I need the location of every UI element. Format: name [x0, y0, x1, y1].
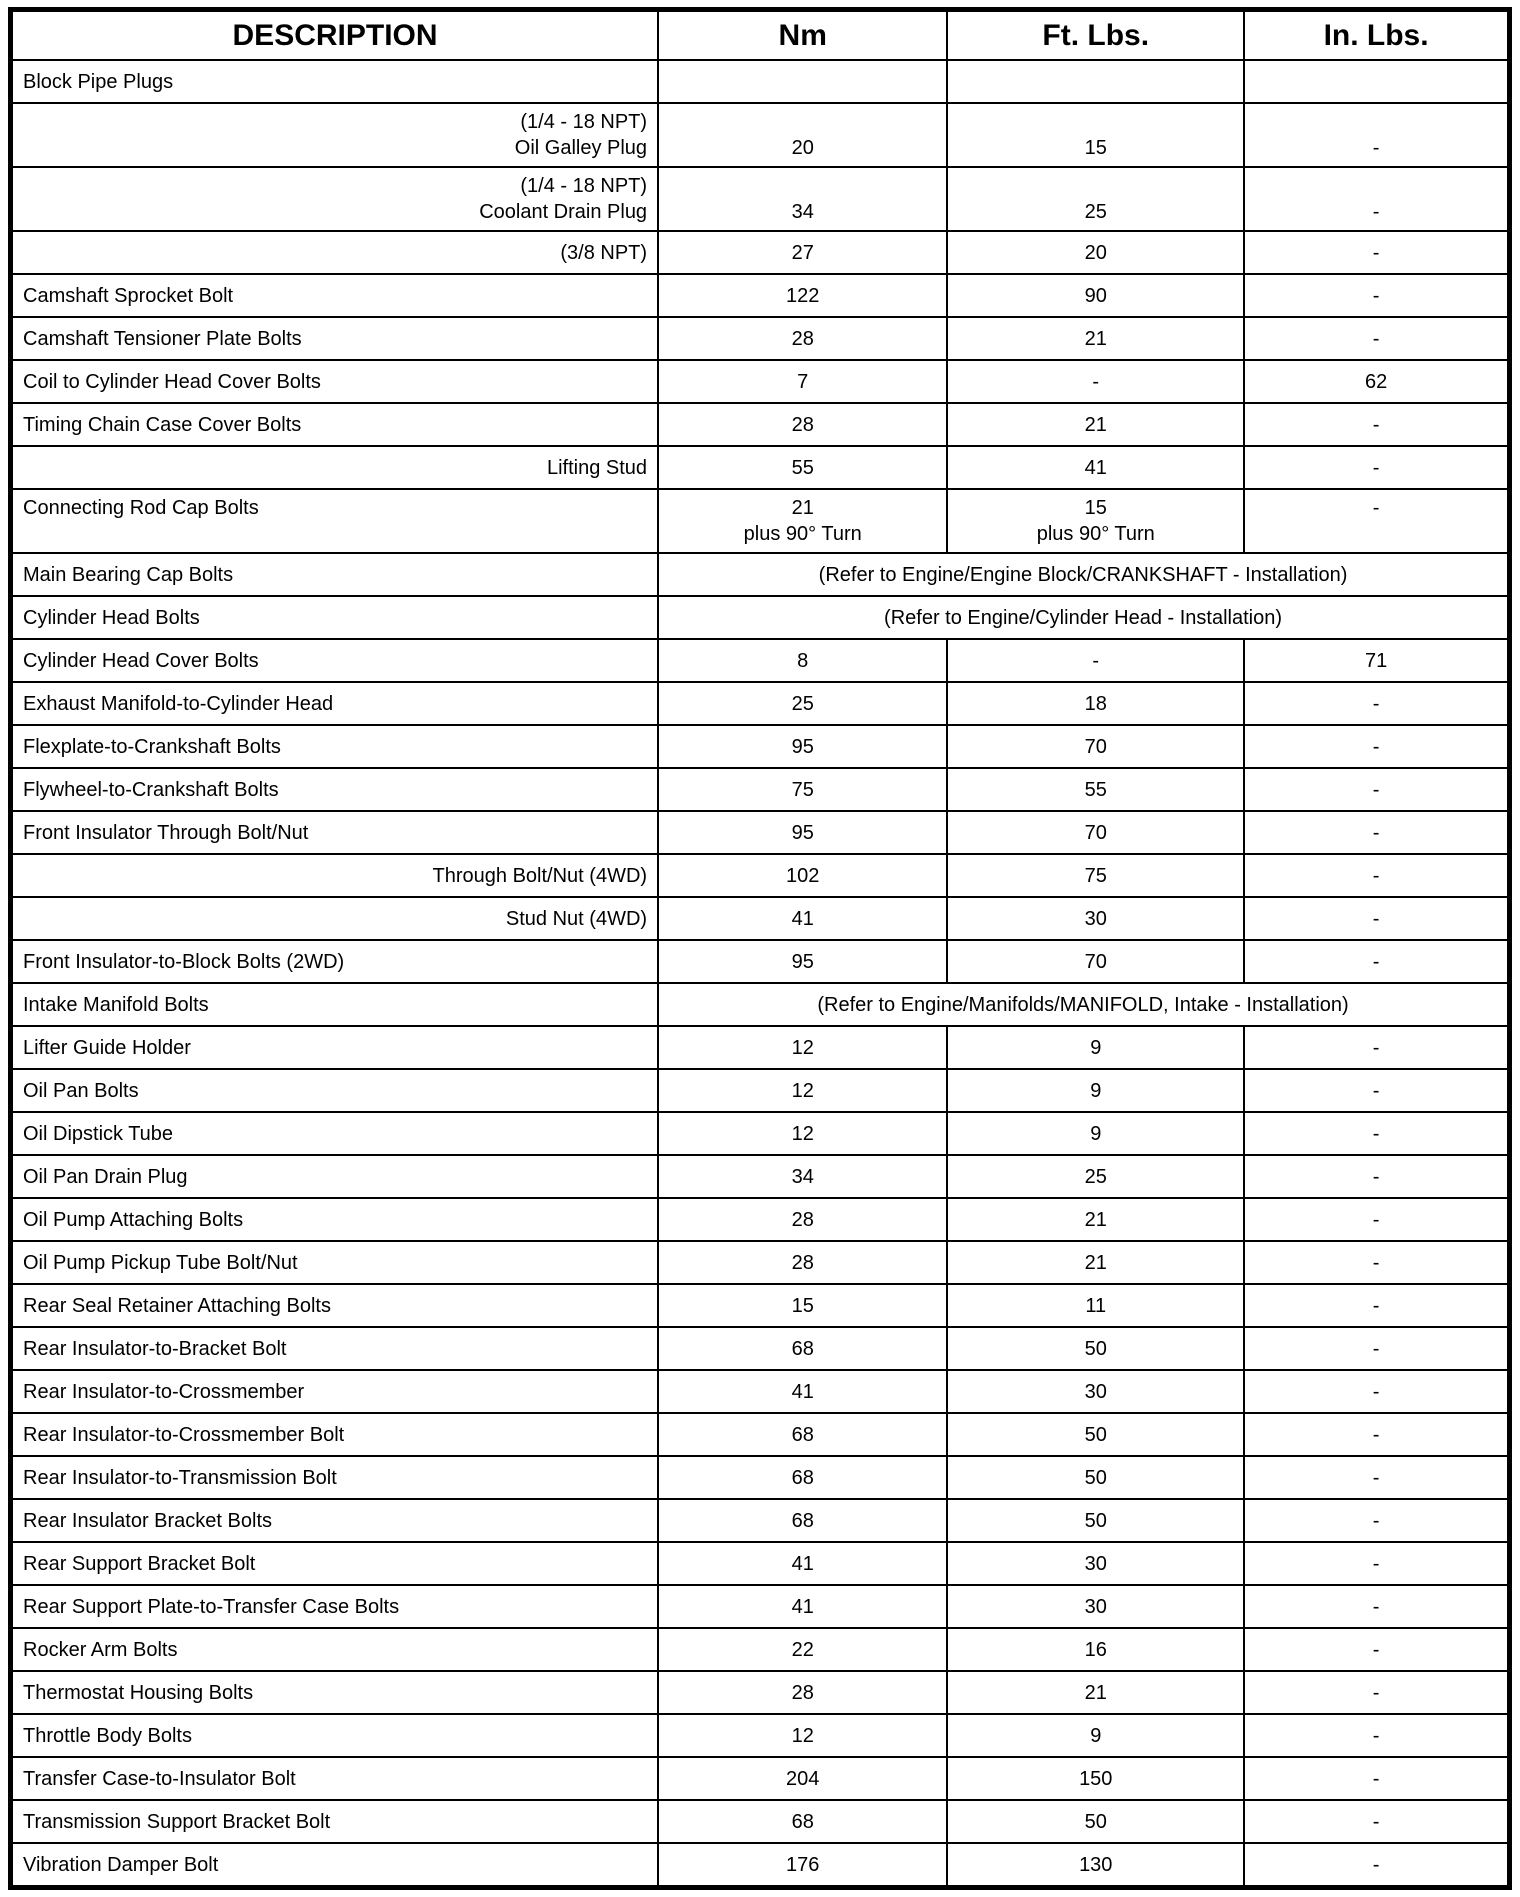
- ft-lbs-value-cell: -: [947, 639, 1244, 682]
- nm-value-cell: 12: [658, 1714, 947, 1757]
- description-cell: Main Bearing Cap Bolts: [11, 553, 659, 596]
- description-cell: Rear Seal Retainer Attaching Bolts: [11, 1284, 659, 1327]
- ft-lbs-value-cell: [947, 60, 1244, 103]
- in-lbs-value-cell: -: [1244, 1628, 1509, 1671]
- description-cell: Rear Support Bracket Bolt: [11, 1542, 659, 1585]
- in-lbs-value-cell: -: [1244, 167, 1509, 231]
- description-cell: (3/8 NPT): [11, 231, 659, 274]
- nm-value-cell: 25: [658, 682, 947, 725]
- ft-lbs-value-cell: 75: [947, 854, 1244, 897]
- description-cell: Flexplate-to-Crankshaft Bolts: [11, 725, 659, 768]
- in-lbs-value-cell: -: [1244, 1413, 1509, 1456]
- nm-value-cell: 55: [658, 446, 947, 489]
- nm-value-cell: 27: [658, 231, 947, 274]
- description-cell: Lifter Guide Holder: [11, 1026, 659, 1069]
- in-lbs-value-cell: -: [1244, 1112, 1509, 1155]
- nm-value-cell: 21 plus 90° Turn: [658, 489, 947, 553]
- table-row: [11, 639, 1510, 682]
- description-cell: Thermostat Housing Bolts: [11, 1671, 659, 1714]
- in-lbs-value-cell: -: [1244, 1155, 1509, 1198]
- ft-lbs-value-cell: 16: [947, 1628, 1244, 1671]
- table-row: [11, 1198, 1510, 1241]
- in-lbs-value-cell: -: [1244, 768, 1509, 811]
- description-cell: Rear Insulator Bracket Bolts: [11, 1499, 659, 1542]
- table-row: [11, 1585, 1510, 1628]
- nm-value-cell: 41: [658, 1585, 947, 1628]
- in-lbs-value-cell: -: [1244, 1757, 1509, 1800]
- torque-specifications-table: [8, 7, 1512, 1890]
- ft-lbs-value-cell: 41: [947, 446, 1244, 489]
- description-cell: Intake Manifold Bolts: [11, 983, 659, 1026]
- ft-lbs-value-cell: 9: [947, 1069, 1244, 1112]
- ft-lbs-value-cell: 90: [947, 274, 1244, 317]
- table-row: [11, 1843, 1510, 1888]
- table-row: [11, 940, 1510, 983]
- ft-lbs-value-cell: 50: [947, 1800, 1244, 1843]
- ft-lbs-value-cell: 21: [947, 1671, 1244, 1714]
- nm-value-cell: 12: [658, 1026, 947, 1069]
- description-cell: Rear Insulator-to-Bracket Bolt: [11, 1327, 659, 1370]
- nm-value-cell: 176: [658, 1843, 947, 1888]
- in-lbs-value-cell: -: [1244, 1714, 1509, 1757]
- nm-value-cell: 20: [658, 103, 947, 167]
- header-row: [11, 10, 1510, 61]
- in-lbs-value-cell: -: [1244, 1585, 1509, 1628]
- ft-lbs-value-cell: 21: [947, 1198, 1244, 1241]
- description-cell: Timing Chain Case Cover Bolts: [11, 403, 659, 446]
- description-cell: Camshaft Tensioner Plate Bolts: [11, 317, 659, 360]
- in-lbs-value-cell: [1244, 60, 1509, 103]
- ft-lbs-value-cell: 15: [947, 103, 1244, 167]
- table-row: [11, 489, 1510, 553]
- table-row: [11, 103, 1510, 167]
- nm-value-cell: 95: [658, 811, 947, 854]
- in-lbs-value-cell: -: [1244, 682, 1509, 725]
- ft-lbs-value-cell: 9: [947, 1714, 1244, 1757]
- nm-value-cell: 68: [658, 1327, 947, 1370]
- in-lbs-value-cell: -: [1244, 1370, 1509, 1413]
- reference-note-cell: (Refer to Engine/Manifolds/MANIFOLD, Intake - Installation): [658, 983, 1509, 1026]
- ft-lbs-value-cell: 55: [947, 768, 1244, 811]
- ft-lbs-value-cell: 50: [947, 1327, 1244, 1370]
- ft-lbs-value-cell: 150: [947, 1757, 1244, 1800]
- nm-value-cell: 68: [658, 1413, 947, 1456]
- table-row: [11, 60, 1510, 103]
- nm-value-cell: 12: [658, 1069, 947, 1112]
- table-row: [11, 1714, 1510, 1757]
- in-lbs-value-cell: -: [1244, 1843, 1509, 1888]
- nm-value-cell: 204: [658, 1757, 947, 1800]
- nm-value-cell: [658, 60, 947, 103]
- description-cell: (1/4 - 18 NPT) Oil Galley Plug: [11, 103, 659, 167]
- table-row: [11, 682, 1510, 725]
- in-lbs-value-cell: -: [1244, 897, 1509, 940]
- in-lbs-value-cell: -: [1244, 725, 1509, 768]
- table-row: [11, 274, 1510, 317]
- nm-value-cell: 28: [658, 1198, 947, 1241]
- table-row: [11, 1800, 1510, 1843]
- table-row: [11, 1628, 1510, 1671]
- table-row: [11, 231, 1510, 274]
- in-lbs-value-cell: 62: [1244, 360, 1509, 403]
- table-row: [11, 983, 1510, 1026]
- ft-lbs-value-cell: 25: [947, 167, 1244, 231]
- ft-lbs-value-cell: 9: [947, 1112, 1244, 1155]
- ft-lbs-value-cell: 30: [947, 897, 1244, 940]
- description-cell: Front Insulator Through Bolt/Nut: [11, 811, 659, 854]
- in-lbs-value-cell: -: [1244, 274, 1509, 317]
- description-cell: Rear Insulator-to-Crossmember: [11, 1370, 659, 1413]
- ft-lbs-value-cell: 50: [947, 1456, 1244, 1499]
- reference-note-cell: (Refer to Engine/Engine Block/CRANKSHAFT - Installation): [658, 553, 1509, 596]
- in-lbs-value-cell: -: [1244, 317, 1509, 360]
- table-row: [11, 1026, 1510, 1069]
- ft-lbs-value-cell: 70: [947, 940, 1244, 983]
- in-lbs-value-cell: -: [1244, 1198, 1509, 1241]
- in-lbs-value-cell: -: [1244, 1456, 1509, 1499]
- in-lbs-value-cell: -: [1244, 403, 1509, 446]
- column-header-in-lbs: In. Lbs.: [1244, 10, 1509, 61]
- table-row: [11, 446, 1510, 489]
- in-lbs-value-cell: -: [1244, 1069, 1509, 1112]
- nm-value-cell: 34: [658, 167, 947, 231]
- nm-value-cell: 8: [658, 639, 947, 682]
- nm-value-cell: 41: [658, 1542, 947, 1585]
- in-lbs-value-cell: -: [1244, 1671, 1509, 1714]
- ft-lbs-value-cell: 21: [947, 317, 1244, 360]
- description-cell: Oil Pan Drain Plug: [11, 1155, 659, 1198]
- nm-value-cell: 68: [658, 1456, 947, 1499]
- ft-lbs-value-cell: 15 plus 90° Turn: [947, 489, 1244, 553]
- in-lbs-value-cell: -: [1244, 446, 1509, 489]
- nm-value-cell: 15: [658, 1284, 947, 1327]
- table-row: [11, 1413, 1510, 1456]
- description-cell: Camshaft Sprocket Bolt: [11, 274, 659, 317]
- description-cell: Exhaust Manifold-to-Cylinder Head: [11, 682, 659, 725]
- table-row: [11, 1671, 1510, 1714]
- table-row: [11, 897, 1510, 940]
- in-lbs-value-cell: -: [1244, 1499, 1509, 1542]
- table-row: [11, 854, 1510, 897]
- nm-value-cell: 68: [658, 1499, 947, 1542]
- description-cell: Cylinder Head Bolts: [11, 596, 659, 639]
- nm-value-cell: 34: [658, 1155, 947, 1198]
- nm-value-cell: 68: [658, 1800, 947, 1843]
- nm-value-cell: 28: [658, 317, 947, 360]
- table-row: [11, 1456, 1510, 1499]
- description-cell: Transmission Support Bracket Bolt: [11, 1800, 659, 1843]
- column-header-nm: Nm: [658, 10, 947, 61]
- description-cell: Oil Pump Attaching Bolts: [11, 1198, 659, 1241]
- description-cell: Oil Pan Bolts: [11, 1069, 659, 1112]
- in-lbs-value-cell: -: [1244, 1284, 1509, 1327]
- nm-value-cell: 28: [658, 403, 947, 446]
- description-cell: Stud Nut (4WD): [11, 897, 659, 940]
- nm-value-cell: 95: [658, 940, 947, 983]
- table-row: [11, 1284, 1510, 1327]
- ft-lbs-value-cell: 50: [947, 1499, 1244, 1542]
- table-row: [11, 1155, 1510, 1198]
- in-lbs-value-cell: -: [1244, 1241, 1509, 1284]
- nm-value-cell: 12: [658, 1112, 947, 1155]
- nm-value-cell: 41: [658, 1370, 947, 1413]
- in-lbs-value-cell: -: [1244, 940, 1509, 983]
- ft-lbs-value-cell: 50: [947, 1413, 1244, 1456]
- table-row: [11, 725, 1510, 768]
- description-cell: (1/4 - 18 NPT) Coolant Drain Plug: [11, 167, 659, 231]
- description-cell: Front Insulator-to-Block Bolts (2WD): [11, 940, 659, 983]
- table-row: [11, 811, 1510, 854]
- ft-lbs-value-cell: 21: [947, 403, 1244, 446]
- table-row: [11, 317, 1510, 360]
- description-cell: Cylinder Head Cover Bolts: [11, 639, 659, 682]
- nm-value-cell: 28: [658, 1241, 947, 1284]
- description-cell: Rocker Arm Bolts: [11, 1628, 659, 1671]
- description-cell: Coil to Cylinder Head Cover Bolts: [11, 360, 659, 403]
- nm-value-cell: 95: [658, 725, 947, 768]
- column-header-ft-lbs: Ft. Lbs.: [947, 10, 1244, 61]
- nm-value-cell: 122: [658, 274, 947, 317]
- table-row: [11, 1542, 1510, 1585]
- nm-value-cell: 28: [658, 1671, 947, 1714]
- ft-lbs-value-cell: 30: [947, 1370, 1244, 1413]
- table-row: [11, 1499, 1510, 1542]
- nm-value-cell: 41: [658, 897, 947, 940]
- description-cell: Oil Pump Pickup Tube Bolt/Nut: [11, 1241, 659, 1284]
- ft-lbs-value-cell: 30: [947, 1585, 1244, 1628]
- ft-lbs-value-cell: 70: [947, 725, 1244, 768]
- ft-lbs-value-cell: 9: [947, 1026, 1244, 1069]
- ft-lbs-value-cell: 21: [947, 1241, 1244, 1284]
- table-row: [11, 768, 1510, 811]
- description-cell: Rear Insulator-to-Crossmember Bolt: [11, 1413, 659, 1456]
- description-cell: Through Bolt/Nut (4WD): [11, 854, 659, 897]
- reference-note-cell: (Refer to Engine/Cylinder Head - Installation): [658, 596, 1509, 639]
- ft-lbs-value-cell: -: [947, 360, 1244, 403]
- nm-value-cell: 22: [658, 1628, 947, 1671]
- ft-lbs-value-cell: 11: [947, 1284, 1244, 1327]
- ft-lbs-value-cell: 130: [947, 1843, 1244, 1888]
- description-cell: Lifting Stud: [11, 446, 659, 489]
- table-row: [11, 360, 1510, 403]
- table-row: [11, 1757, 1510, 1800]
- table-row: [11, 1370, 1510, 1413]
- description-cell: Oil Dipstick Tube: [11, 1112, 659, 1155]
- description-cell: Rear Insulator-to-Transmission Bolt: [11, 1456, 659, 1499]
- ft-lbs-value-cell: 18: [947, 682, 1244, 725]
- table-row: [11, 1112, 1510, 1155]
- ft-lbs-value-cell: 70: [947, 811, 1244, 854]
- table-row: [11, 403, 1510, 446]
- in-lbs-value-cell: -: [1244, 854, 1509, 897]
- in-lbs-value-cell: -: [1244, 1800, 1509, 1843]
- in-lbs-value-cell: -: [1244, 231, 1509, 274]
- in-lbs-value-cell: 71: [1244, 639, 1509, 682]
- in-lbs-value-cell: -: [1244, 811, 1509, 854]
- ft-lbs-value-cell: 30: [947, 1542, 1244, 1585]
- in-lbs-value-cell: -: [1244, 103, 1509, 167]
- description-cell: Transfer Case-to-Insulator Bolt: [11, 1757, 659, 1800]
- description-cell: Rear Support Plate-to-Transfer Case Bolts: [11, 1585, 659, 1628]
- nm-value-cell: 102: [658, 854, 947, 897]
- description-cell: Block Pipe Plugs: [11, 60, 659, 103]
- description-cell: Connecting Rod Cap Bolts: [11, 489, 659, 553]
- description-cell: Flywheel-to-Crankshaft Bolts: [11, 768, 659, 811]
- column-header-description: DESCRIPTION: [11, 10, 659, 61]
- in-lbs-value-cell: -: [1244, 1542, 1509, 1585]
- description-cell: Vibration Damper Bolt: [11, 1843, 659, 1888]
- nm-value-cell: 7: [658, 360, 947, 403]
- nm-value-cell: 75: [658, 768, 947, 811]
- table-row: [11, 167, 1510, 231]
- table-row: [11, 553, 1510, 596]
- table-row: [11, 1241, 1510, 1284]
- in-lbs-value-cell: -: [1244, 489, 1509, 553]
- ft-lbs-value-cell: 20: [947, 231, 1244, 274]
- in-lbs-value-cell: -: [1244, 1327, 1509, 1370]
- in-lbs-value-cell: -: [1244, 1026, 1509, 1069]
- table-row: [11, 596, 1510, 639]
- ft-lbs-value-cell: 25: [947, 1155, 1244, 1198]
- table-row: [11, 1069, 1510, 1112]
- description-cell: Throttle Body Bolts: [11, 1714, 659, 1757]
- table-row: [11, 1327, 1510, 1370]
